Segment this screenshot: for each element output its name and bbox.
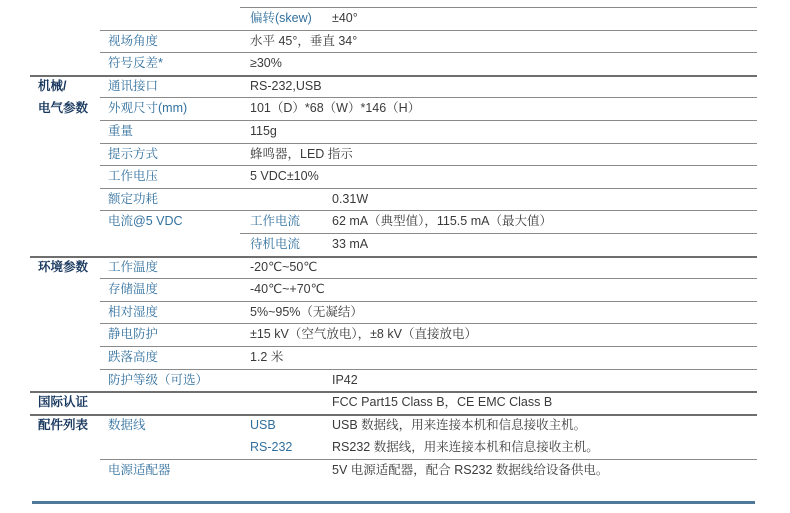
spec-row [30, 414, 757, 437]
row-divider [100, 459, 757, 460]
parameter-cell: 工作温度 [108, 259, 159, 274]
row-divider [30, 256, 757, 258]
parameter-cell: 视场角度 [108, 33, 159, 48]
value-cell: 水平 45°，垂直 34° [250, 33, 358, 48]
row-divider [30, 75, 757, 77]
spec-row [30, 52, 757, 75]
category-cell: 机械/ [38, 78, 67, 93]
value-cell: ≥30% [250, 56, 282, 71]
category-cell: 电气参数 [38, 101, 89, 116]
spec-row [30, 459, 757, 482]
row-divider [240, 233, 757, 234]
row-divider [100, 301, 757, 302]
parameter-cell: 重量 [108, 124, 134, 139]
spec-table [30, 0, 757, 481]
spec-row [30, 323, 757, 346]
value-cell: FCC Part15 Class B，CE EMC Class B [332, 395, 553, 410]
row-divider [100, 188, 757, 189]
subparameter-cell: RS-232 [250, 440, 293, 455]
row-divider [100, 52, 757, 53]
row-divider [100, 143, 757, 144]
value-cell: ±15 kV（空气放电），±8 kV（直接放电） [250, 327, 477, 342]
parameter-cell: 电源适配器 [108, 462, 171, 477]
parameter-cell: 电流@5 VDC [108, 214, 183, 229]
row-divider [100, 165, 757, 166]
value-cell: 101（D）*68（W）*146（H） [250, 101, 421, 116]
row-divider [100, 30, 757, 31]
value-cell: 115g [250, 124, 277, 139]
spec-row [30, 301, 757, 324]
spec-row [30, 120, 757, 143]
parameter-cell: 工作电压 [108, 169, 159, 184]
value-cell: -40℃~+70℃ [250, 282, 325, 297]
parameter-cell: 存储温度 [108, 282, 159, 297]
row-divider [100, 278, 757, 279]
spec-row [30, 436, 757, 459]
subparameter-cell: 偏转(skew) [250, 11, 312, 26]
spec-row [30, 391, 757, 414]
value-cell: RS232 数据线，用来连接本机和信息接收主机。 [332, 440, 599, 455]
spec-row [30, 369, 757, 392]
parameter-cell: 通讯接口 [108, 78, 159, 93]
category-cell: 环境参数 [38, 259, 89, 274]
spec-row [30, 188, 757, 211]
spec-row [30, 346, 757, 369]
parameter-cell: 静电防护 [108, 327, 159, 342]
spec-row [30, 165, 757, 188]
value-cell: ±40° [332, 11, 358, 26]
category-cell: 配件列表 [38, 417, 89, 432]
row-divider [100, 346, 757, 347]
spec-row [30, 30, 757, 53]
value-cell: 62 mA（典型值），115.5 mA（最大值） [332, 214, 552, 229]
row-divider [100, 369, 757, 370]
value-cell: RS-232,USB [250, 78, 322, 93]
spec-row [30, 75, 757, 98]
row-divider [100, 120, 757, 121]
value-cell: 蜂鸣器，LED 指示 [250, 146, 353, 161]
value-cell: 5%~95%（无凝结） [250, 304, 363, 319]
row-divider [100, 210, 757, 211]
parameter-cell: 跌落高度 [108, 349, 159, 364]
spec-row [30, 278, 757, 301]
footer-divider [32, 501, 755, 504]
value-cell: IP42 [332, 372, 358, 387]
subparameter-cell: 待机电流 [250, 236, 301, 251]
parameter-cell: 相对湿度 [108, 304, 159, 319]
parameter-cell: 外观尺寸(mm) [108, 101, 188, 116]
spec-row [30, 97, 757, 120]
spec-row [30, 233, 757, 256]
row-divider [240, 7, 757, 8]
value-cell: 5 VDC±10% [250, 169, 319, 184]
parameter-cell: 提示方式 [108, 146, 159, 161]
parameter-cell: 符号反差* [108, 56, 163, 71]
value-cell: 33 mA [332, 236, 369, 251]
subparameter-cell: USB [250, 417, 276, 432]
value-cell: 1.2 米 [250, 349, 284, 364]
parameter-cell: 防护等级（可选） [108, 372, 209, 387]
parameter-cell: 额定功耗 [108, 191, 159, 206]
value-cell: 5V 电源适配器，配合 RS232 数据线给设备供电。 [332, 462, 609, 477]
spec-row [30, 210, 757, 233]
row-divider [30, 391, 757, 393]
value-cell: 0.31W [332, 191, 369, 206]
parameter-cell: 数据线 [108, 417, 146, 432]
spec-row [30, 7, 757, 30]
row-divider [30, 414, 757, 416]
spec-row [30, 0, 757, 7]
value-cell: -20℃~50℃ [250, 259, 318, 274]
spec-row [30, 256, 757, 279]
spec-row [30, 143, 757, 166]
subparameter-cell: 工作电流 [250, 214, 301, 229]
row-divider [100, 97, 757, 98]
category-cell: 国际认证 [38, 395, 89, 410]
value-cell: USB 数据线，用来连接本机和信息接收主机。 [332, 417, 587, 432]
row-divider [100, 323, 757, 324]
